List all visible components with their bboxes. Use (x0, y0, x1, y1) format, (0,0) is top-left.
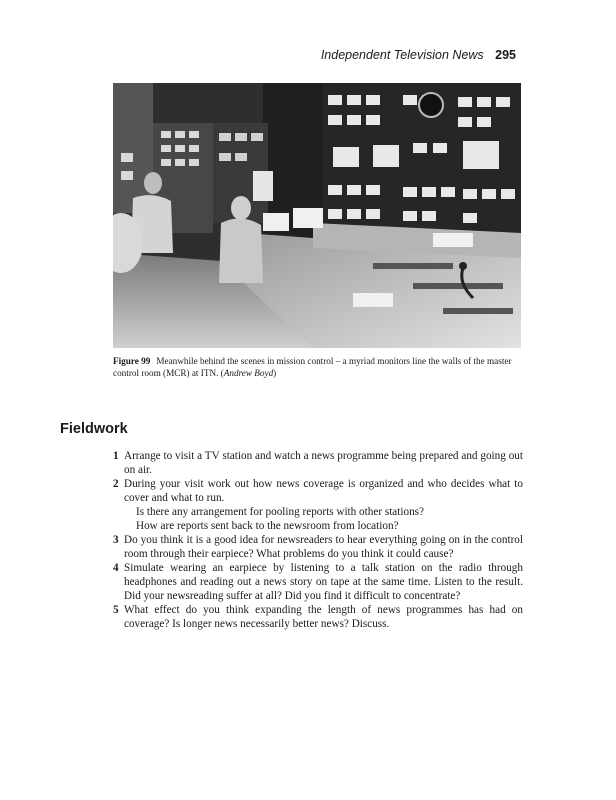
control-room-photo (113, 83, 521, 348)
item-number: 5 (113, 604, 119, 616)
page-number: 295 (495, 48, 516, 62)
figure-label: Figure 99 (113, 356, 151, 366)
item-subquestion: Is there any arrangement for pooling reports with other stations? (136, 506, 424, 518)
item-number: 2 (113, 478, 119, 490)
item-text: Simulate wearing an earpiece by listening to a talk station on the radio through headphones and reading out a news story on tape at the same time. Listen to the result. Did your newsreading suffer at all? Did you find it difficult to concentrate? (124, 562, 523, 602)
item-subquestion: How are reports sent back to the newsroom from location? (136, 520, 399, 532)
caption-end: ) (273, 368, 277, 378)
section-heading: Fieldwork (60, 421, 128, 437)
list-item (113, 561, 523, 603)
item-number: 1 (113, 450, 119, 462)
list-item (113, 477, 523, 533)
item-text: During your visit work out how news coverage is organized and who decides what to cover and what to run. (124, 478, 523, 504)
running-title: Independent Television News (320, 48, 484, 62)
list-item (113, 603, 523, 631)
running-head (321, 48, 516, 62)
figure-caption (113, 355, 523, 379)
item-number: 4 (113, 562, 119, 574)
figure-photo (113, 83, 521, 348)
list-item (113, 533, 523, 561)
list-item (113, 449, 523, 477)
caption-text: Meanwhile behind the scenes in mission control – a myriad monitors line the walls of the master control room (MCR) at ITN. ( (113, 356, 512, 378)
item-text: Do you think it is a good idea for newsreaders to hear everything going on in the control room through their earpiece? What problems do you think it could cause? (124, 534, 523, 560)
fieldwork-list (113, 449, 523, 631)
item-number: 3 (113, 534, 119, 546)
photo-credit: Andrew Boyd (223, 368, 274, 378)
item-text: What effect do you think expanding the length of news programmes has had on coverage? Is longer news necessarily better news? Discuss. (124, 604, 523, 630)
item-text: Arrange to visit a TV station and watch a news programme being prepared and going out on air. (124, 450, 523, 476)
